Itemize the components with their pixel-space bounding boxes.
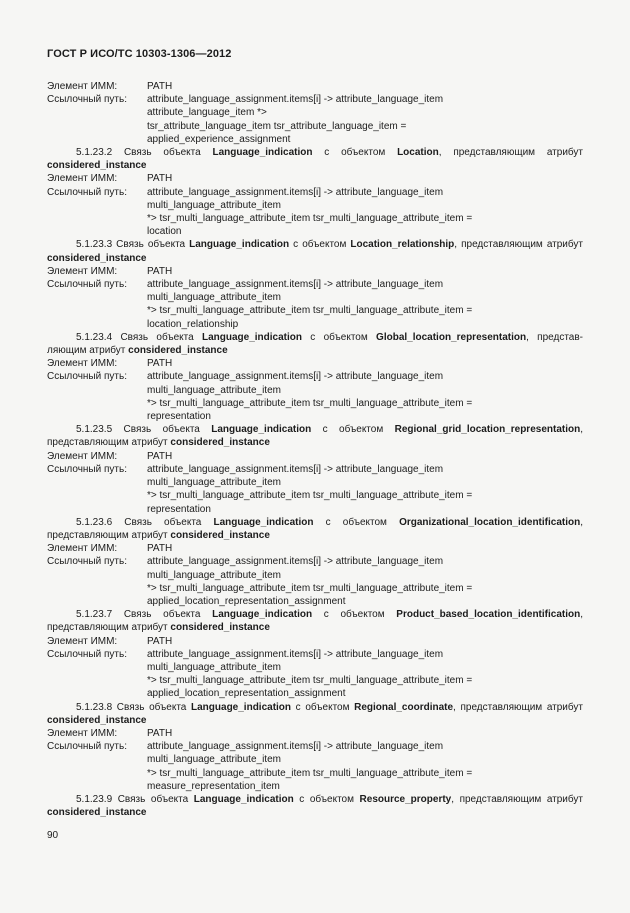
path-line: applied_experience_assignment [147,133,291,145]
element-label: Элемент ИММ: [47,358,118,370]
path-line: representation [147,503,211,515]
section-heading: 5.1.23.8 Связь объекта Language_indication с объектом Regional_coordinate, представляющим атрибут considered_instance [47,701,583,726]
path-line: applied_location_representation_assignment [147,595,346,607]
path-line: tsr_attribute_language_item tsr_attribute_language_item = [147,120,407,132]
path-line: location [147,226,182,238]
path-label: Ссылочный путь: [47,186,127,198]
path-label: Ссылочный путь: [47,371,127,383]
element-value: PATH [147,543,173,555]
page-number: 90 [47,830,59,841]
element-label: Элемент ИММ: [47,265,118,277]
path-line: *> tsr_multi_language_attribute_item tsr_multi_language_attribute_item = [147,213,473,225]
element-value: PATH [147,173,173,185]
path-line: *> tsr_multi_language_attribute_item tsr_multi_language_attribute_item = [147,305,473,317]
section-heading: 5.1.23.9 Связь объекта Language_indication с объектом Resource_property, представляющим атрибут considered_instance [47,793,583,819]
section-heading: 5.1.23.4 Связь объекта Language_indication с объектом Global_location_representation, представ-ляющим атрибут considered_instance [47,331,583,357]
path-line: attribute_language_assignment.items[i] -> attribute_language_item [147,94,444,106]
section-5-1-23-7 [47,608,583,700]
element-value: PATH [147,81,173,92]
page-content [47,80,583,819]
path-label: Ссылочный путь: [47,463,127,475]
path-line: *> tsr_multi_language_attribute_item tsr_multi_language_attribute_item = [147,490,473,502]
path-line: multi_language_attribute_item [147,477,281,489]
path-label: Ссылочный путь: [47,741,127,753]
path-row [47,133,583,146]
path-line: attribute_language_assignment.items[i] -> attribute_language_item [147,648,444,660]
section-heading: 5.1.23.3 Связь объекта Language_indication с объектом Location_relationship, представляющим атрибут considered_instance [47,239,583,264]
section-heading: 5.1.23.6 Связь объекта Language_indication с объектом Organizational_location_identification, представляющим атрибут considered_instance [47,516,583,541]
element-label: Элемент ИММ: [47,543,118,555]
path-line: attribute_language_assignment.items[i] -> attribute_language_item [147,186,444,198]
path-row [47,106,583,119]
section-5-1-23-2 [47,146,583,238]
path-line: location_relationship [147,318,239,330]
path-line: measure_representation_item [147,780,280,792]
path-row [47,93,583,106]
path-label: Ссылочный путь: [47,94,127,106]
section-5-1-23-4 [47,331,583,423]
path-line: attribute_language_item *> [147,107,267,119]
path-line: attribute_language_assignment.items[i] -> attribute_language_item [147,556,444,568]
path-line: multi_language_attribute_item [147,661,281,673]
element-value: PATH [147,727,173,739]
section-heading: 5.1.23.5 Связь объекта Language_indication с объектом Regional_grid_location_representation, представляющим атрибут considered_instance [47,424,583,449]
path-line: representation [147,411,211,423]
path-line: attribute_language_assignment.items[i] -> attribute_language_item [147,463,444,475]
section-5-1-23-3 [47,238,583,330]
element-value: PATH [147,450,173,462]
element-label: Элемент ИММ: [47,635,118,647]
path-line: multi_language_attribute_item [147,754,281,766]
path-line: attribute_language_assignment.items[i] -> attribute_language_item [147,279,444,291]
section-5-1-23-5 [47,423,583,515]
element-row [47,80,583,93]
element-value: PATH [147,358,173,370]
path-line: *> tsr_multi_language_attribute_item tsr_multi_language_attribute_item = [147,582,473,594]
path-line: multi_language_attribute_item [147,384,281,396]
section-heading: 5.1.23.2 Связь объекта Language_indication с объектом Location, представляющим атрибут considered_instance [47,147,583,172]
path-label: Ссылочный путь: [47,556,127,568]
path-line: applied_location_representation_assignment [147,688,346,700]
path-line: attribute_language_assignment.items[i] -> attribute_language_item [147,741,444,753]
path-line: multi_language_attribute_item [147,199,281,211]
element-label: Элемент ИММ: [47,81,118,92]
element-label: Элемент ИММ: [47,727,118,739]
element-value: PATH [147,635,173,647]
path-line: multi_language_attribute_item [147,292,281,304]
section-5-1-23-6 [47,516,583,608]
path-row [47,120,583,133]
element-label: Элемент ИММ: [47,173,118,185]
element-value: PATH [147,265,173,277]
path-label: Ссылочный путь: [47,648,127,660]
page-header: ГОСТ Р ИСО/ТС 10303-1306—2012 [47,48,232,60]
path-line: *> tsr_multi_language_attribute_item tsr_multi_language_attribute_item = [147,767,473,779]
path-line: *> tsr_multi_language_attribute_item tsr_multi_language_attribute_item = [147,397,473,409]
path-line: attribute_language_assignment.items[i] -> attribute_language_item [147,371,444,383]
element-label: Элемент ИММ: [47,450,118,462]
section-heading: 5.1.23.7 Связь объекта Language_indication с объектом Product_based_location_identification, представляющим атрибут considered_instance [47,609,583,634]
path-line: multi_language_attribute_item [147,569,281,581]
section-5-1-23-9 [47,793,583,819]
path-line: *> tsr_multi_language_attribute_item tsr_multi_language_attribute_item = [147,675,473,687]
path-label: Ссылочный путь: [47,279,127,291]
section-5-1-23-8 [47,701,583,793]
